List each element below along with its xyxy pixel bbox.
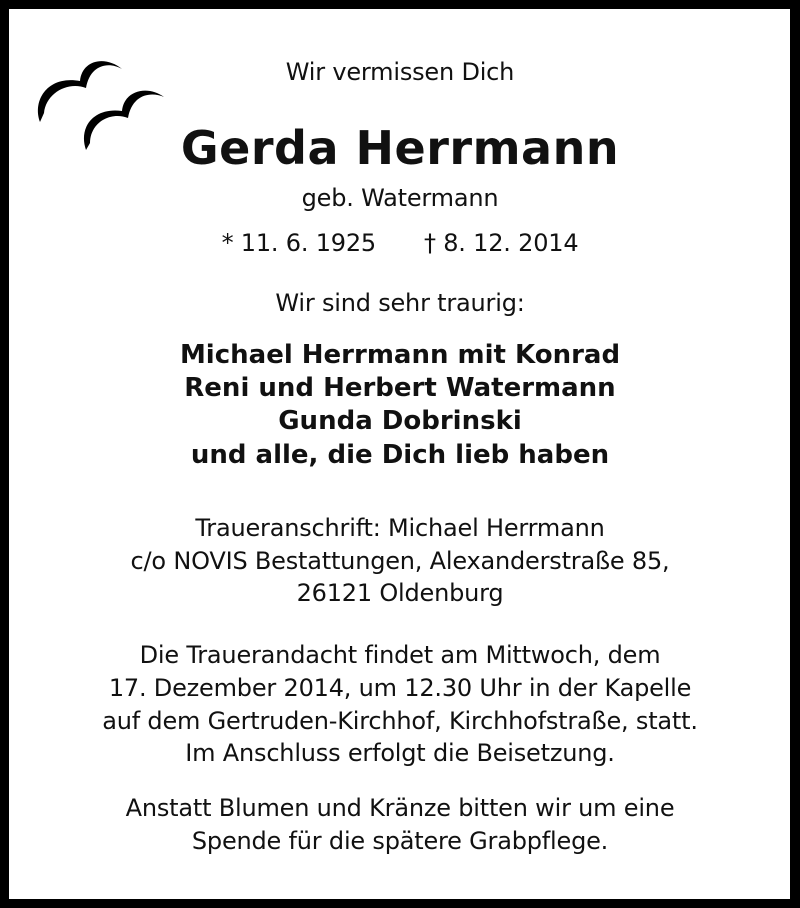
service-line: 17. Dezember 2014, um 12.30 Uhr in der Kapelle [108, 674, 692, 702]
address-line: c/o NOVIS Bestattungen, Alexanderstraße 85, [130, 547, 670, 575]
service-line: Im Anschluss erfolgt die Beisetzung. [185, 739, 615, 767]
death-date: † 8. 12. 2014 [424, 229, 579, 257]
motto: Wir vermissen Dich [285, 58, 515, 86]
service-line: Die Trauerandacht findet am Mittwoch, dem [139, 641, 661, 669]
address-line: Traueranschrift: Michael Herrmann [195, 514, 605, 542]
address-line: 26121 Oldenburg [296, 579, 504, 607]
mourner: und alle, die Dich lieb haben [190, 440, 610, 470]
birth-date: * 11. 6. 1925 [221, 229, 376, 257]
birth-name: geb. Watermann [301, 184, 499, 212]
mourner: Michael Herrmann mit Konrad [179, 340, 621, 370]
deceased-name: Gerda Herrmann [180, 121, 620, 175]
service-line: auf dem Gertruden-Kirchhof, Kirchhofstraße, statt. [102, 707, 698, 735]
mourners-intro: Wir sind sehr traurig: [275, 289, 525, 317]
closing-line: Spende für die spätere Grabpflege. [191, 827, 609, 855]
mourner: Gunda Dobrinski [278, 406, 522, 436]
closing-line: Anstatt Blumen und Kränze bitten wir um eine [125, 794, 675, 822]
dates [0, 229, 800, 257]
mourner: Reni und Herbert Watermann [184, 373, 616, 403]
